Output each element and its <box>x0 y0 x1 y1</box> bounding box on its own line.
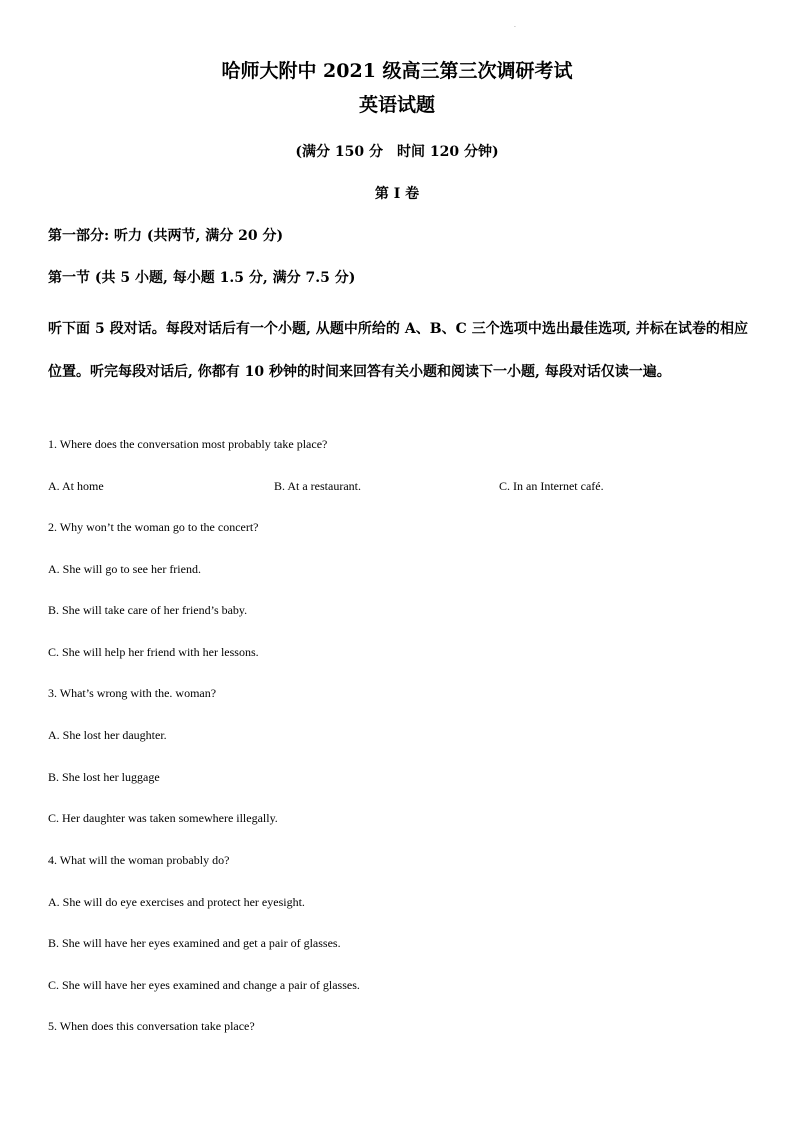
question-3-option-b: B. She lost her luggage <box>48 770 160 784</box>
part-title: 第一部分: 听力 (共两节, 满分 20 分) <box>48 228 284 244</box>
question-4-option-a: A. She will do eye exercises and protect her eyesight. <box>48 895 305 909</box>
listening-instructions: 听下面 5 段对话。每段对话后有一个小题, 从题中所给的 A、B、C 三个选项中选出最佳选项, 并标在试卷的相应位置。听完每段对话后, 你都有 10 秒钟的时间来回答有关小题和阅读下一小题, 每段对话仅读一遍。 <box>48 321 748 380</box>
scan-speck: · <box>514 24 516 31</box>
question-2-option-c: C. She will help her friend with her lessons. <box>48 645 259 659</box>
question-3-stem: 3. What’s wrong with the. woman? <box>48 686 217 700</box>
section-title: 第一节 (共 5 小题, 每小题 1.5 分, 满分 7.5 分) <box>48 270 356 286</box>
question-2-option-b: B. She will take care of her friend’s baby. <box>48 603 248 617</box>
exam-subtitle: 英语试题 <box>358 94 435 116</box>
question-4-stem: 4. What will the woman probably do? <box>48 853 230 867</box>
question-3-option-a: A. She lost her daughter. <box>48 728 167 742</box>
score-info: (满分 150 分 时间 120 分钟) <box>295 144 499 160</box>
question-2-stem: 2. Why won’t the woman go to the concert? <box>48 520 259 534</box>
question-2-option-a: A. She will go to see her friend. <box>48 562 201 576</box>
question-1-option-b: B. At a restaurant. <box>274 479 361 493</box>
volume-label: 第 I 卷 <box>374 186 420 202</box>
question-1-option-c: C. In an Internet café. <box>499 479 604 493</box>
question-4-option-b: B. She will have her eyes examined and get a pair of glasses. <box>48 936 341 950</box>
question-1-option-a: A. At home <box>48 479 104 493</box>
exam-title: 哈师大附中 2021 级高三第三次调研考试 <box>221 60 573 82</box>
question-1-stem: 1. Where does the conversation most probably take place? <box>48 437 328 451</box>
question-4-option-c: C. She will have her eyes examined and change a pair of glasses. <box>48 978 360 992</box>
question-5-stem: 5. When does this conversation take place? <box>48 1019 255 1033</box>
question-3-option-c: C. Her daughter was taken somewhere illegally. <box>48 811 278 825</box>
